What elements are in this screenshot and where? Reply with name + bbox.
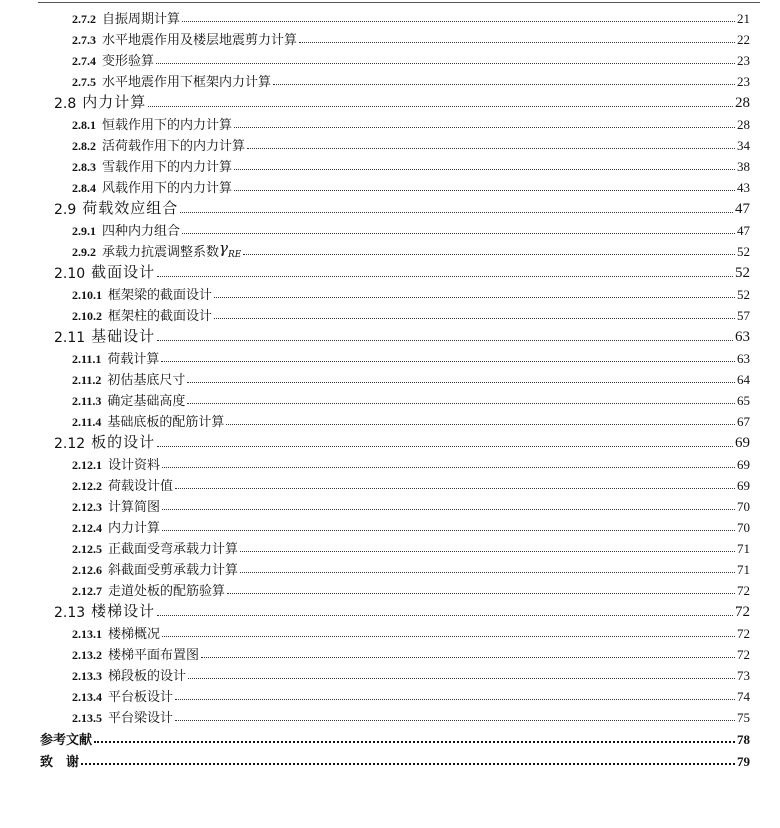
toc-title: 设计资料	[108, 458, 161, 473]
toc-title: 楼梯平面布置图	[108, 648, 200, 663]
header-rule	[38, 2, 760, 3]
toc-title: 荷载效应组合	[82, 199, 179, 217]
toc-page: 79	[737, 754, 750, 769]
toc-page: 71	[737, 562, 750, 577]
toc-number: 2.12.1	[72, 458, 102, 472]
leader-dots	[175, 488, 735, 489]
toc-title: 水平地震作用及楼层地震剪力计算	[102, 33, 298, 48]
toc-entry[interactable]	[0, 346, 780, 367]
toc-page: 43	[737, 180, 750, 195]
toc-page: 28	[735, 95, 750, 111]
leader-dots	[148, 106, 733, 107]
toc-section[interactable]	[0, 599, 780, 621]
toc-entry[interactable]	[0, 282, 780, 303]
toc-page: 28	[737, 117, 750, 132]
toc-number: 2.8.3	[72, 160, 96, 174]
toc-title: 荷载设计值	[108, 479, 174, 494]
leader-dots	[243, 254, 735, 255]
toc-page: 74	[737, 689, 750, 704]
toc-number: 2.7.2	[72, 12, 96, 26]
leader-dots	[180, 212, 733, 213]
leader-dots	[227, 593, 735, 594]
toc-page: 67	[737, 414, 750, 429]
toc-title: 内力计算	[82, 93, 147, 111]
toc-number: 2.12.7	[72, 584, 102, 598]
toc-title: 雪载作用下的内力计算	[102, 160, 233, 175]
toc-number: 2.7.3	[72, 33, 96, 47]
toc-page: 78	[737, 732, 750, 747]
toc-entry[interactable]	[0, 239, 780, 260]
toc-number: 2.11.1	[72, 352, 102, 366]
toc-page: 47	[737, 223, 750, 238]
leader-dots	[162, 467, 735, 468]
leader-dots	[234, 127, 735, 128]
toc-title: 基础底板的配筋计算	[107, 415, 225, 430]
toc-acknowledgements[interactable]	[0, 748, 780, 770]
toc-entry[interactable]	[0, 303, 780, 324]
toc-section[interactable]	[0, 196, 780, 218]
leader-dots	[240, 551, 735, 552]
toc-number: 2.13.2	[72, 648, 102, 662]
toc-page: 23	[737, 74, 750, 89]
toc-title: 参考文献	[40, 733, 93, 748]
toc-entry[interactable]	[0, 578, 780, 599]
toc-title: 自振周期计算	[102, 12, 181, 27]
toc-number: 2.7.5	[72, 75, 96, 89]
toc-title: 板的设计	[91, 433, 156, 451]
toc-entry[interactable]	[0, 133, 780, 154]
leader-dots	[162, 509, 735, 510]
toc-entry[interactable]	[0, 663, 780, 684]
toc-entry[interactable]	[0, 684, 780, 705]
leader-dots	[226, 424, 735, 425]
toc-page: 52	[737, 287, 750, 302]
toc-number: 2.12.4	[72, 521, 102, 535]
toc-page: 75	[737, 710, 750, 725]
toc-page: 72	[735, 604, 750, 620]
toc-section[interactable]	[0, 324, 780, 346]
toc-page: 22	[737, 32, 750, 47]
toc-title: 活荷载作用下的内力计算	[102, 139, 246, 154]
toc-title: 平台梁设计	[108, 711, 174, 726]
leader-dots	[240, 572, 735, 573]
gamma-subscript: RE	[227, 250, 242, 260]
leader-dots	[175, 720, 735, 721]
leader-dots	[157, 340, 733, 341]
leader-dots	[94, 741, 735, 743]
toc-title: 框架柱的截面设计	[108, 309, 213, 324]
toc-page: 23	[737, 53, 750, 68]
toc-number: 2.7.4	[72, 54, 96, 68]
leader-dots	[157, 615, 733, 616]
toc-number: 2.12.6	[72, 563, 102, 577]
toc-title: 四种内力组合	[102, 224, 181, 239]
toc-number: 2.11.4	[72, 415, 102, 429]
toc-title: 承载力抗震调整系数	[102, 245, 220, 260]
toc-page: 21	[737, 11, 750, 26]
toc-page: 52	[737, 244, 750, 259]
toc-entry[interactable]	[0, 154, 780, 175]
toc-entry[interactable]	[0, 218, 780, 239]
toc-page: 63	[737, 351, 750, 366]
toc-title: 风载作用下的内力计算	[102, 181, 233, 196]
toc-title: 水平地震作用下框架内力计算	[102, 75, 272, 90]
toc-title: 恒载作用下的内力计算	[102, 118, 233, 133]
toc-entry[interactable]	[0, 557, 780, 578]
leader-dots	[214, 297, 735, 298]
toc-page: 72	[737, 583, 750, 598]
leader-dots	[214, 318, 735, 319]
leader-dots	[273, 84, 735, 85]
toc-page: 47	[735, 201, 750, 217]
leader-dots	[157, 276, 733, 277]
toc-number: 2.9.2	[72, 245, 96, 259]
toc-title: 基础设计	[91, 327, 156, 345]
toc-page: 69	[737, 457, 750, 472]
toc-number: 2.11.3	[72, 394, 102, 408]
toc-number: 2.9	[54, 202, 77, 218]
toc-number: 2.8.2	[72, 139, 96, 153]
toc-page: 71	[737, 541, 750, 556]
toc-number: 2.12.2	[72, 479, 102, 493]
toc-entry[interactable]	[0, 621, 780, 642]
toc-number: 2.13	[54, 605, 86, 621]
toc-entry[interactable]	[0, 473, 780, 494]
toc-title: 走道处板的配筋验算	[108, 584, 226, 599]
toc-number: 2.9.1	[72, 224, 96, 238]
gamma-letter: γ	[219, 239, 228, 257]
leader-dots	[187, 403, 735, 404]
toc-section[interactable]	[0, 90, 780, 112]
toc-entry[interactable]	[0, 27, 780, 48]
toc-number: 2.10.1	[72, 288, 102, 302]
toc-number: 2.10.2	[72, 309, 102, 323]
toc-page: 64	[737, 372, 750, 387]
toc-entry[interactable]	[0, 6, 780, 27]
gamma-re-symbol	[219, 239, 241, 260]
toc-entry[interactable]	[0, 494, 780, 515]
toc-entry[interactable]	[0, 48, 780, 69]
leader-dots	[234, 190, 735, 191]
toc-entry[interactable]	[0, 409, 780, 430]
toc-title: 内力计算	[108, 521, 161, 536]
toc-entry[interactable]	[0, 388, 780, 409]
toc-entry[interactable]	[0, 112, 780, 133]
toc-number: 2.8.4	[72, 181, 96, 195]
toc-entry[interactable]	[0, 515, 780, 536]
toc-page: 63	[735, 329, 750, 345]
leader-dots	[162, 530, 735, 531]
toc-entry[interactable]	[0, 705, 780, 726]
toc-number: 2.12.3	[72, 500, 102, 514]
leader-dots	[299, 42, 735, 43]
toc-title: 框架梁的截面设计	[108, 288, 213, 303]
toc-entry[interactable]	[0, 536, 780, 557]
toc-title: 致 谢	[40, 755, 80, 770]
toc-number: 2.11	[54, 330, 86, 346]
toc-number: 2.13.1	[72, 627, 102, 641]
toc-title: 平台板设计	[108, 690, 174, 705]
toc-title: 正截面受弯承载力计算	[108, 542, 239, 557]
toc-number: 2.12.5	[72, 542, 102, 556]
toc-title: 确定基础高度	[107, 394, 186, 409]
toc-title: 荷载计算	[107, 352, 160, 367]
toc-number: 2.13.5	[72, 711, 102, 725]
toc-title: 截面设计	[91, 263, 156, 281]
toc-page: 70	[737, 499, 750, 514]
toc-page: 57	[737, 308, 750, 323]
toc-page: 72	[737, 626, 750, 641]
toc-entry[interactable]	[0, 452, 780, 473]
toc-page: 70	[737, 520, 750, 535]
toc-page: 73	[737, 668, 750, 683]
toc-page: 69	[737, 478, 750, 493]
toc-references[interactable]	[0, 726, 780, 748]
leader-dots	[188, 678, 735, 679]
leader-dots	[187, 382, 735, 383]
toc-entry[interactable]	[0, 367, 780, 388]
toc-entry[interactable]	[0, 175, 780, 196]
leader-dots	[182, 21, 735, 22]
toc-section[interactable]	[0, 430, 780, 452]
toc-page: 65	[737, 393, 750, 408]
leader-dots	[175, 699, 735, 700]
toc-number: 2.8.1	[72, 118, 96, 132]
toc-title: 初估基底尺寸	[107, 373, 186, 388]
leader-dots	[201, 657, 735, 658]
leader-dots	[182, 233, 735, 234]
toc-page: 38	[737, 159, 750, 174]
toc-page: 72	[737, 647, 750, 662]
toc-title: 楼梯设计	[91, 602, 156, 620]
toc-number: 2.13.3	[72, 669, 102, 683]
toc-title: 变形验算	[102, 54, 155, 69]
leader-dots	[156, 63, 735, 64]
toc-title: 梯段板的设计	[108, 669, 187, 684]
toc-section[interactable]	[0, 260, 780, 282]
leader-dots	[162, 636, 735, 637]
toc-number: 2.11.2	[72, 373, 102, 387]
leader-dots	[161, 361, 735, 362]
toc-entry[interactable]	[0, 642, 780, 663]
toc-page: 34	[737, 138, 750, 153]
toc-page: 52	[735, 265, 750, 281]
toc-entry[interactable]	[0, 69, 780, 90]
toc-title: 楼梯概况	[108, 627, 161, 642]
toc-title: 斜截面受剪承载力计算	[108, 563, 239, 578]
toc-number: 2.12	[54, 436, 86, 452]
toc-number: 2.8	[54, 96, 77, 112]
toc-title: 计算简图	[108, 500, 161, 515]
leader-dots	[81, 763, 735, 765]
leader-dots	[247, 148, 735, 149]
leader-dots	[234, 169, 735, 170]
toc-page: 69	[735, 435, 750, 451]
table-of-contents	[0, 6, 780, 770]
leader-dots	[157, 446, 733, 447]
toc-number: 2.10	[54, 266, 86, 282]
toc-number: 2.13.4	[72, 690, 102, 704]
